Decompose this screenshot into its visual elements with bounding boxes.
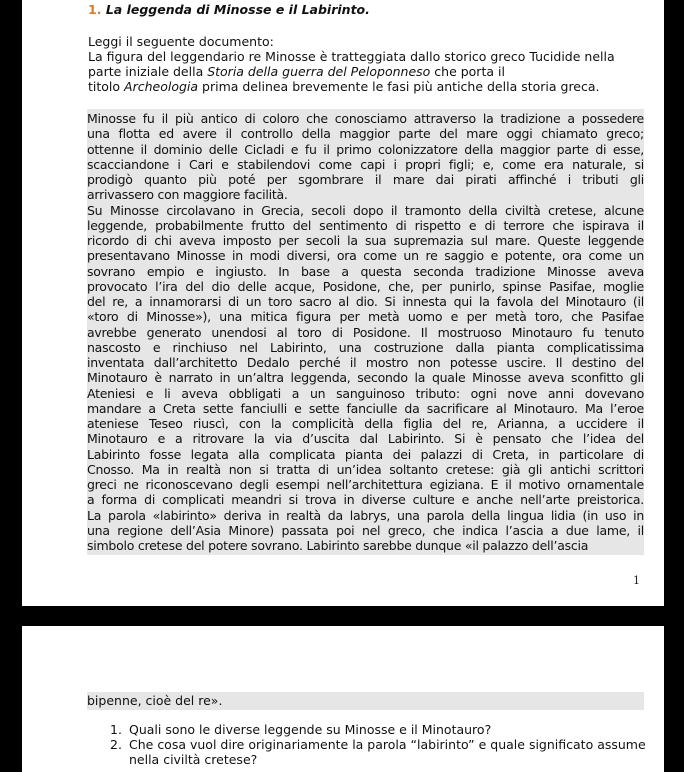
question-item xyxy=(110,737,650,767)
quote-line: ateniese Teseo riuscì, con la complicità della figlia del re, Arianna, a uccidere il xyxy=(87,416,644,431)
quote-line: greci ne riconoscevano degli esempi nell’architettura egiziana. E il motivo ornamentale xyxy=(87,477,644,492)
quote-line: mandare a Creta sette fanciulli e sette fanciulle da sacrificare al Minotauro. Ma l’eroe xyxy=(87,400,644,416)
exercise-title: La leggenda di Minosse e il Labirinto. xyxy=(105,2,370,17)
question-list xyxy=(110,722,650,767)
question-text: Che cosa vuol dire originariamente la parola “labirinto” e quale significato assume nella civiltà cretese? xyxy=(129,737,646,767)
quote-line: Minotauro è narrato in un’altra leggenda, secondo la quale Minosse aveva sconfitto gli xyxy=(87,370,644,386)
quote-line: La parola «labirinto» deriva in realtà da labrys, una parola della lingua lidia (in uso in xyxy=(87,507,644,523)
intro-line-3: titolo Archeologia prima delinea brevemente le fasi più antiche della storia greca. xyxy=(88,79,600,94)
quote-line: Minosse fu il più antico di coloro che conosciamo attraverso la tradizione a possedere xyxy=(87,111,644,126)
question-item xyxy=(110,722,650,737)
intro-paragraph xyxy=(88,34,648,94)
quote-line: Su Minosse circolavano in Grecia, secoli dopo il tramonto della civiltà cretese, alcune xyxy=(87,202,644,218)
quote-line: del re, a innamorarsi di un toro sacro al dio. Si innesta qui la favola del Minotauro (il xyxy=(87,294,644,309)
exercise-heading xyxy=(88,2,370,17)
quote-line: inventata dall’architetto Dedalo perché il mostro non potesse uscire. Il destino del xyxy=(87,355,644,370)
quote-line: scacciandone i Cari e stabilendovi come capi i propri figli; e, come era naturale, si xyxy=(87,156,644,172)
intro-line-2: parte iniziale della Storia della guerra del Peloponneso che porta il xyxy=(88,64,505,79)
question-number: 1. xyxy=(110,722,122,737)
quote-line: ricordo di chi aveva imposto per secoli la sua supremazia sul mare. Queste leggende xyxy=(87,233,644,248)
question-text: Quali sono le diverse leggende su Minosse e il Minotauro? xyxy=(129,722,492,737)
quote-line: a forma di complicati meandri si trova in diverse culture e anche nell’arte preistorica. xyxy=(87,492,644,508)
quote-line: leggende, probabilmente frutto del sentimento di rispetto e di terrore che ispirava il xyxy=(87,217,644,233)
quote-line: Minotauro e a ritrovare la via d’uscita dal Labirinto. Si è pensato che l’idea del xyxy=(87,431,644,447)
quote-line: avrebbe generato unendosi al toro di Posidone. Il mostruoso Minotauro fu tenuto xyxy=(87,324,644,340)
question-number: 2. xyxy=(110,737,122,752)
quote-line: una flotta ed avere il controllo della maggior parte del mare oggi chiamato greco; xyxy=(87,126,644,142)
quote-line: prodigò quanto più poté per sgombrare il mare dai pirati affinché i tributi gli xyxy=(87,172,644,187)
quote-line: una regione dell’Asia Minore) passata poi nel greco, che indica l’ascia a due lame, il xyxy=(87,522,644,538)
exercise-number: 1. xyxy=(88,2,102,17)
quoted-document xyxy=(87,109,644,555)
quote-line: arrivassero con maggiore facilità. xyxy=(87,187,288,203)
quote-line: simbolo cretese del potere sovrano. Labirinto sarebbe dunque «il palazzo dell’ascia xyxy=(87,538,589,553)
book-subtitle: Archeologia xyxy=(124,79,199,94)
intro-line-1: La figura del leggendario re Minosse è tratteggiata dallo storico greco Tucidide nella xyxy=(88,49,615,64)
quote-line: presentavano Minosse in modi diversi, ora come un re saggio e potente, ora come un xyxy=(87,248,644,264)
quote-line: Cnosso. Ma in realtà non si tratta di un’idea soltanto cretese: già gli antichi scrittori xyxy=(87,461,644,477)
book-title: Storia della guerra del Peloponneso xyxy=(207,64,431,79)
document-page-1 xyxy=(22,0,664,606)
quote-line: ottenne il dominio delle Cicladi e fu il primo colonizzatore della maggior parte di esse, xyxy=(87,141,644,157)
document-page-2 xyxy=(22,626,664,772)
quote-line: nascosto e rinchiuso nel Labirinto, una costruzione dalla pianta complicatissima xyxy=(87,339,644,355)
quote-line: Ateniesi e li aveva obbligati a un sanguinoso tributo: ogni nove anni dovevano xyxy=(87,385,644,401)
quote-line: Labirinto fosse legata alla complicata pianta dei palazzi di Creta, in particolare di xyxy=(87,446,644,462)
quote-line: «toro di Minosse»), una mitica figura per metà uomo e per metà toro, che Pasifae xyxy=(87,309,644,325)
quote-line: sovrano empio e ingiusto. In base a questa seconda tradizione Minosse aveva xyxy=(87,263,644,279)
quoted-document-continuation: bipenne, cioè del re». xyxy=(87,692,644,710)
quote-line: provocato l’ira del dio delle acque, Posidone, che, per punirlo, spinse Pasifae, moglie xyxy=(87,278,644,294)
intro-lead: Leggi il seguente documento: xyxy=(88,34,274,49)
page-number: 1 xyxy=(633,574,640,587)
